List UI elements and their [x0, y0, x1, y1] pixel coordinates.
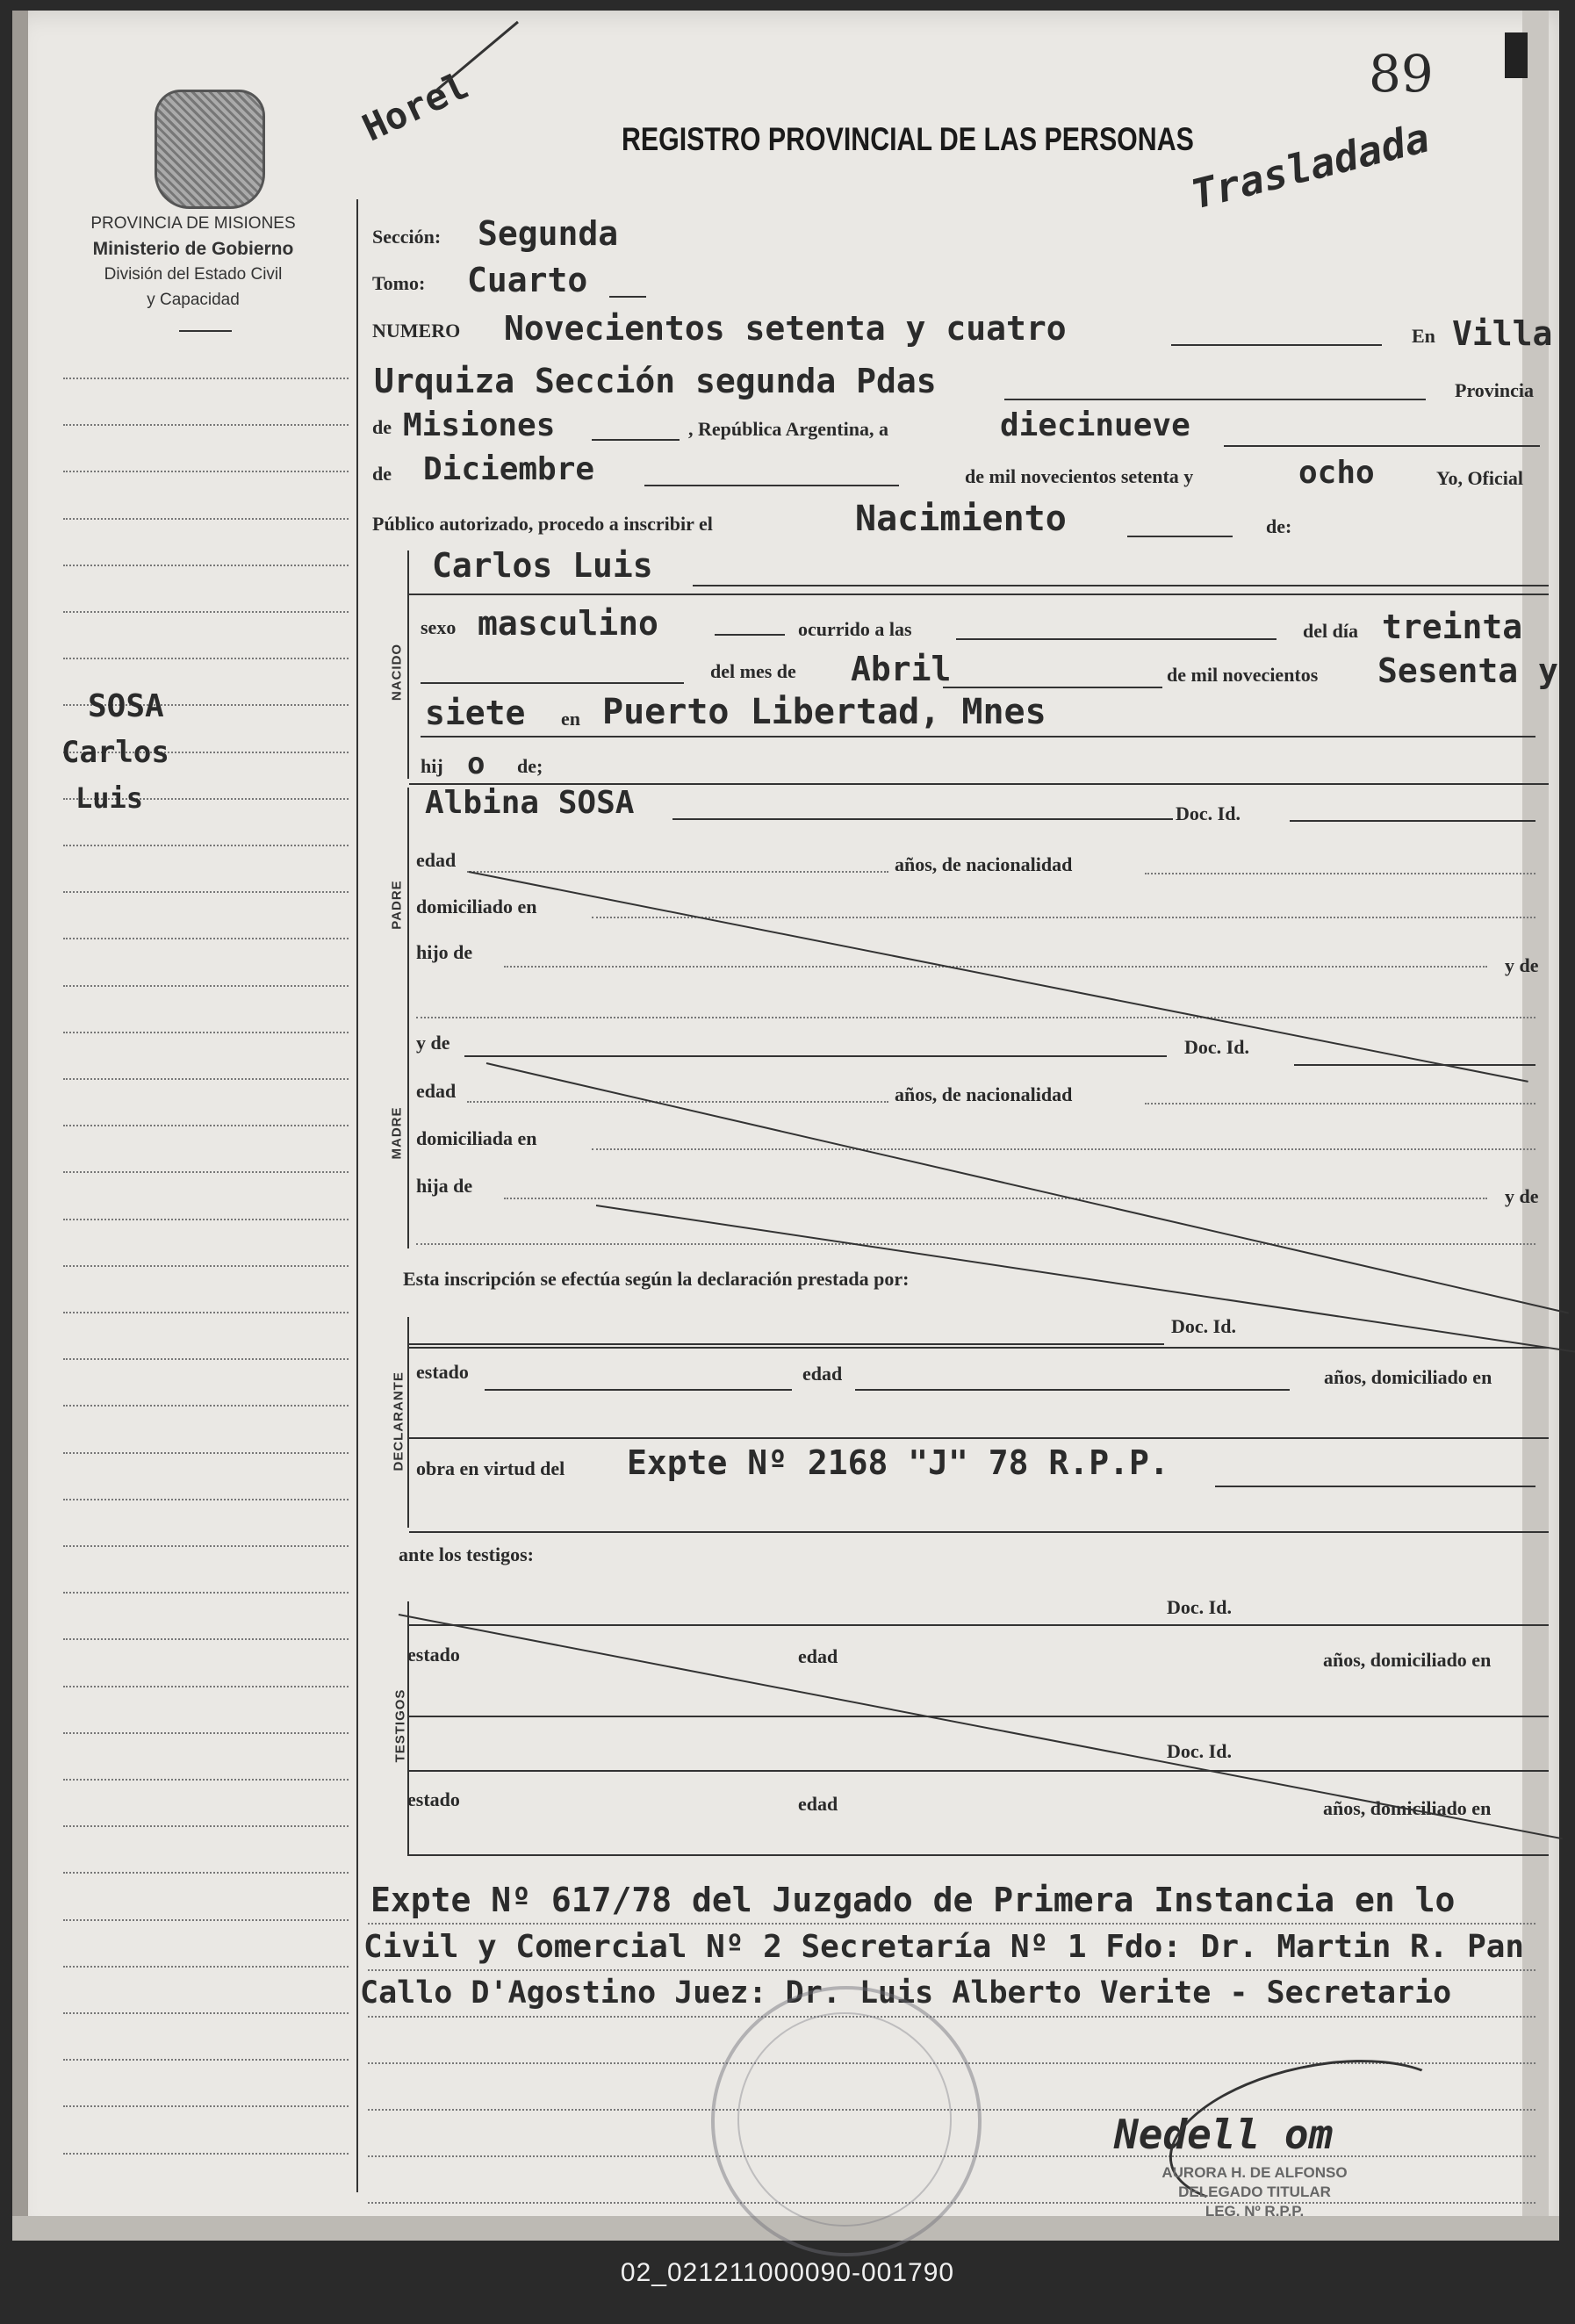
margin-ruled-line: [63, 1638, 349, 1640]
margin-ruled-line: [63, 985, 349, 987]
testigo2-anios-label: años, domiciliado en: [1323, 1797, 1492, 1819]
dia-value: diecinueve: [1000, 407, 1190, 443]
margin-ruled-line: [63, 471, 349, 472]
padre-docid-line: [1290, 820, 1535, 822]
de-label: de: [372, 416, 392, 438]
madre-docid-line: [1294, 1064, 1535, 1066]
numero-line: [1171, 344, 1382, 346]
margin-ruled-line: [63, 1966, 349, 1968]
republica-label: , República Argentina, a: [688, 418, 888, 440]
testigos-label: ante los testigos:: [399, 1543, 534, 1565]
madre-line: [464, 1055, 1167, 1057]
madre-border: [407, 1029, 409, 1248]
de-label-2: de: [372, 463, 392, 485]
hijo-de-label: de;: [517, 755, 543, 777]
delmes-line: [943, 687, 1162, 688]
margin-ruled-line: [63, 1452, 349, 1454]
margin-ruled-line: [63, 938, 349, 939]
madre-yde-label-2: y de: [1505, 1185, 1539, 1207]
deldia-label: del día: [1303, 620, 1358, 642]
dia-line: [1224, 445, 1540, 447]
padre-domicilio-dots: [592, 917, 1535, 918]
margin-ruled-line: [63, 1032, 349, 1033]
tomo-label: Tomo:: [372, 272, 426, 294]
margin-ruled-line: [63, 1732, 349, 1734]
margin-ruled-line: [63, 1545, 349, 1547]
padre-extra-dots: [416, 1017, 1535, 1018]
oficial-label: Yo, Oficial: [1436, 467, 1523, 489]
deldia-value: treinta: [1382, 608, 1523, 646]
milnov-value: Sesenta y: [1377, 651, 1558, 690]
margin-ruled-line: [63, 518, 349, 520]
margin-ruled-line: [63, 1405, 349, 1407]
nombre-line-2: [409, 594, 1549, 595]
seccion-value: Segunda: [478, 214, 619, 253]
nombre-line: [693, 585, 1549, 586]
official-seal-inner: [737, 2012, 952, 2227]
en-label: En: [1412, 325, 1435, 347]
declarante-label: DECLARANTE: [391, 1371, 406, 1471]
ministry-line: Ministerio de Gobierno: [92, 239, 294, 259]
padre-nac-dots: [1145, 873, 1535, 874]
note-line-3: Callo D'Agostino Juez: Dr. Luis Alberto Verite - Secretario: [360, 1975, 1452, 2011]
declarante-bottom: [409, 1531, 1549, 1533]
testigo1-edad-label: edad: [798, 1645, 838, 1667]
lugarnac-line: [421, 736, 1535, 737]
acto-value: Nacimiento: [855, 499, 1067, 539]
notes-ruled-line: [368, 2016, 1535, 2018]
padre-anios-label: años, de nacionalidad: [895, 853, 1073, 875]
note-line-2: Civil y Comercial Nº 2 Secretaría Nº 1 Fdo: Dr. Martin R. Pan: [363, 1929, 1525, 1965]
sexo-line: [715, 634, 785, 636]
dia-mes-line: [421, 682, 684, 684]
margin-ruled-line: [63, 1919, 349, 1921]
stamp-leg: LEG. Nº R.P.P.: [1205, 2203, 1305, 2220]
testigos-cross-line: [399, 1614, 1563, 1839]
declaracion-label: Esta inscripción se efectúa según la declaración prestada por:: [403, 1268, 910, 1290]
ministry-header: [53, 211, 334, 313]
padre-edad-label: edad: [416, 849, 457, 871]
testigo2-edad-label: edad: [798, 1793, 838, 1815]
testigo2-docid-label: Doc. Id.: [1167, 1740, 1232, 1762]
declarante-anios-label: años, domiciliado en: [1324, 1366, 1492, 1388]
padre-edad-dots: [467, 871, 888, 873]
padre-border: [407, 788, 409, 1038]
testigo2-line: [409, 1770, 1549, 1772]
tomo-value: Cuarto: [467, 261, 588, 299]
testigo1-line-2: [409, 1716, 1549, 1717]
madre-label: MADRE: [389, 1106, 405, 1160]
margin-ruled-line: [63, 845, 349, 846]
mes-value: Diciembre: [423, 451, 595, 487]
nacido-border: [407, 550, 409, 779]
sexo-label: sexo: [421, 616, 457, 638]
margin-ruled-line: [63, 891, 349, 893]
margin-ruled-line: [63, 565, 349, 566]
testigo2-estado-label: estado: [407, 1788, 460, 1810]
margin-note-surname: SOSA: [88, 688, 164, 724]
province-crest-icon: [155, 90, 265, 209]
margin-ruled-line: [63, 658, 349, 659]
madre-extra-dots: [416, 1243, 1535, 1245]
annotation-slash: [436, 21, 519, 90]
en-value: Villa: [1452, 314, 1553, 353]
margin-ruled-line: [63, 1171, 349, 1173]
margin-ruled-line: [63, 1825, 349, 1827]
capacity-line: y Capacidad: [147, 291, 240, 309]
provincia-line: [592, 439, 680, 441]
testigos-vlabel: TESTIGOS: [392, 1688, 408, 1763]
lugar-line: [1004, 399, 1426, 400]
publico-label: Público autorizado, procedo a inscribir el: [372, 513, 713, 535]
padre-value: Albina SOSA: [425, 785, 635, 821]
annotation-trasladada: Trasladada: [1186, 113, 1435, 219]
numero-value: Novecientos setenta y cuatro: [504, 309, 1067, 348]
margin-ruled-line: [63, 378, 349, 379]
madre-anios-label: años, de nacionalidad: [895, 1083, 1073, 1105]
obra-value: Expte Nº 2168 "J" 78 R.P.P.: [627, 1443, 1169, 1482]
tomo-underline: [609, 296, 646, 298]
margin-ruled-line: [63, 1078, 349, 1080]
padre-line: [672, 818, 1173, 820]
seccion-label: Sección:: [372, 226, 442, 248]
madre-hijade-label: hija de: [416, 1175, 473, 1197]
sexo-value: masculino: [478, 604, 658, 643]
margin-ruled-line: [63, 1219, 349, 1220]
annotation-horel: Horel: [356, 63, 475, 150]
padre-label: PADRE: [389, 880, 405, 930]
hora-line: [956, 638, 1277, 640]
binding-edge: [12, 11, 28, 2241]
image-caption: 02_021211000090-001790: [620, 2258, 955, 2287]
margin-ruled-line: [63, 1592, 349, 1594]
margin-ruled-line: [63, 2012, 349, 2014]
declarante-line-2: [409, 1347, 1549, 1349]
padre-cross-line: [469, 871, 1528, 1083]
divider: [179, 330, 232, 332]
madre-hijade-dots: [504, 1198, 1487, 1199]
padre-docid-label: Doc. Id.: [1176, 802, 1241, 824]
hijo-value: o: [467, 746, 485, 781]
siete-value: siete: [425, 694, 526, 732]
obra-label: obra en virtud del: [416, 1457, 565, 1479]
page-number: 89: [1369, 44, 1434, 104]
province-line: PROVINCIA DE MISIONES: [90, 214, 296, 233]
mil-label: de mil novecientos setenta y: [965, 465, 1194, 487]
provincia-label: Provincia: [1455, 379, 1535, 401]
form-left-border: [356, 199, 358, 2192]
milnov-label: de mil novecientos: [1167, 664, 1319, 686]
delmes-value: Abril: [851, 650, 952, 688]
testigo1-estado-label: estado: [407, 1644, 460, 1666]
madre-domicilio-label: domiciliada en: [416, 1127, 537, 1149]
testigo1-docid-label: Doc. Id.: [1167, 1596, 1232, 1618]
en2-label: en: [561, 708, 580, 730]
obra-line: [1215, 1486, 1535, 1487]
delmes-label: del mes de: [710, 660, 796, 682]
lugarnac-value: Puerto Libertad, Mnes: [602, 692, 1046, 732]
lugar-value: Urquiza Sección segunda Pdas: [374, 362, 937, 400]
margin-ruled-line: [63, 1499, 349, 1500]
stamp-role: DELEGADO TITULAR: [1178, 2184, 1331, 2200]
margin-ruled-line: [63, 1872, 349, 1874]
margin-ruled-line: [63, 1779, 349, 1781]
margin-ruled-line: [63, 424, 349, 426]
madre-docid-label: Doc. Id.: [1184, 1036, 1249, 1058]
nacido-label: NACIDO: [389, 643, 405, 702]
padre-hijode-label: hijo de: [416, 941, 473, 963]
margin-ruled-line: [63, 2153, 349, 2155]
page-title: REGISTRO PROVINCIAL DE LAS PERSONAS: [622, 121, 1194, 157]
margin-note-name1: Carlos: [61, 735, 169, 770]
division-line: División del Estado Civil: [104, 265, 283, 284]
margin-ruled-line: [63, 611, 349, 613]
note-line-1: Expte Nº 617/78 del Juzgado de Primera Instancia en lo: [370, 1881, 1456, 1919]
declarante-estado-line: [485, 1389, 792, 1391]
acto-line: [1127, 536, 1233, 537]
margin-note-name2: Luis: [76, 781, 144, 815]
testigo1-line: [409, 1624, 1549, 1626]
madre-edad-label: edad: [416, 1080, 457, 1102]
signature: Nedell om: [1114, 2111, 1334, 2158]
declarante-line-3: [409, 1437, 1549, 1439]
declarante-line: [409, 1343, 1164, 1345]
padre-hijode-dots: [504, 966, 1487, 968]
margin-ruled-line: [63, 1312, 349, 1313]
document-page: [12, 11, 1559, 2241]
madre-nac-dots: [1145, 1103, 1535, 1104]
numero-label: NUMERO: [372, 320, 461, 342]
notes-ruled-line: [368, 1969, 1535, 1971]
margin-ruled-line: [63, 2105, 349, 2107]
margin-ruled-line: [63, 1265, 349, 1267]
nombre-value: Carlos Luis: [432, 546, 653, 585]
madre-domicilio-dots: [592, 1148, 1535, 1150]
hijo-label: hij: [421, 755, 443, 777]
notes-ruled-line: [368, 1923, 1535, 1925]
de2-label: de:: [1266, 515, 1292, 537]
madre-yde-label: y de: [416, 1032, 450, 1054]
declarante-border: [407, 1317, 409, 1528]
declarante-edad-label: edad: [802, 1363, 843, 1385]
mes-line: [644, 485, 899, 486]
anio-value: ocho: [1298, 455, 1375, 491]
stamp-name: AURORA H. DE ALFONSO: [1161, 2164, 1348, 2181]
provincia-value: Misiones: [403, 407, 556, 443]
declarante-estado-label: estado: [416, 1361, 469, 1383]
margin-ruled-line: [63, 1358, 349, 1360]
testigo1-anios-label: años, domiciliado en: [1323, 1649, 1492, 1671]
declarante-edad-line: [855, 1389, 1290, 1391]
margin-ruled-line: [63, 2059, 349, 2061]
margin-ruled-line: [63, 1125, 349, 1126]
padre-yde-label: y de: [1505, 954, 1539, 976]
declarante-docid-label: Doc. Id.: [1171, 1315, 1236, 1337]
madre-edad-dots: [467, 1101, 888, 1103]
margin-ruled-line: [63, 1686, 349, 1687]
signature-stamp: [1123, 2163, 1386, 2221]
black-tab: [1505, 32, 1528, 78]
ocurrido-label: ocurrido a las: [798, 618, 912, 640]
padre-domicilio-label: domiciliado en: [416, 896, 537, 917]
testigos-bottom: [409, 1854, 1549, 1856]
